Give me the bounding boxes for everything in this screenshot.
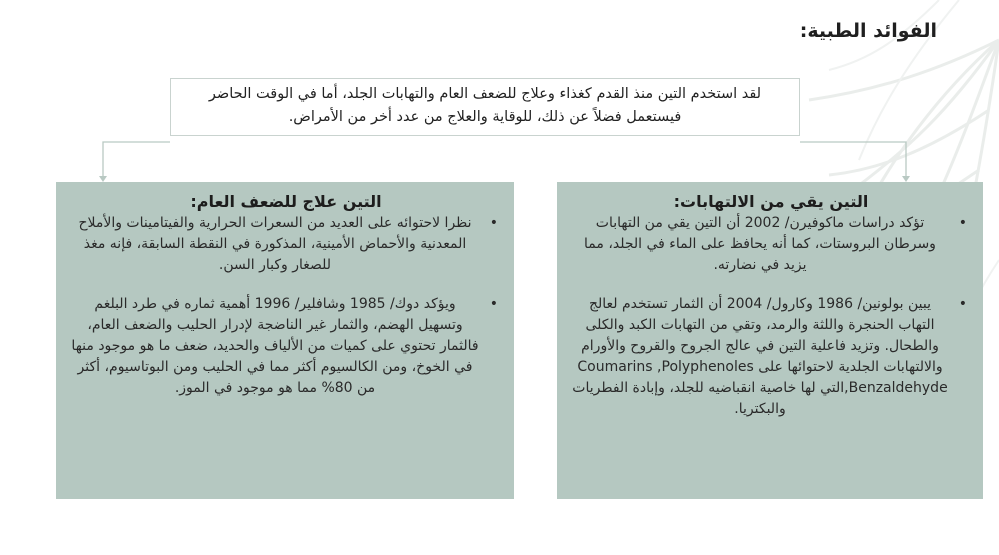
bullet-icon: •: [489, 215, 498, 231]
intro-box: [170, 78, 800, 136]
list-item-text: نظرا لاحتوائه على العديد من السعرات الحرارية والفيتامينات والأملاح المعدنية والأحماض الأمينية، المذكورة في النقطة السابقة، فإنه مغذ للصغار وكبار السن.: [78, 215, 472, 273]
bullet-icon: •: [489, 296, 498, 312]
card-general-weakness-heading: التين علاج للضعف العام:: [190, 192, 382, 211]
intro-text: لقد استخدم التين منذ القدم كغذاء وعلاج للضعف العام والتهابات الجلد، أما في الوقت الحاضر فيستعمل فضلاً عن ذلك، للوقاية والعلاج من عدد أخر من الأمراض.: [208, 86, 762, 125]
connector-left: [103, 142, 170, 180]
card-general-weakness-list: [70, 213, 502, 399]
bullet-icon: •: [958, 215, 967, 231]
card-general-weakness: [56, 182, 514, 499]
list-item: [70, 213, 498, 276]
list-item: [571, 294, 967, 420]
list-item: [571, 213, 967, 276]
card-inflammation: [557, 182, 983, 499]
list-item-text: يبين بولونين/ 1986 وكارول/ 2004 أن الثمار تستخدم لعالج التهاب الحنجرة واللثة والرمد، وتقي من التهابات الكبد والكلى والطحال. وتزيد فاعلية التين في عالج الجروح والقروح والأورام والالتهابات الجلدية لاحتوائها على Coumarins ,Polyphenoles Benzaldehyde,التي لها خاصية انقباضيه للجلد، وإبادة الفطريات والبكتريا.: [572, 296, 948, 417]
bullet-icon: •: [958, 296, 967, 312]
page-title: الفوائد الطبية:: [799, 20, 937, 42]
connector-right: [800, 142, 906, 180]
card-inflammation-list: [571, 213, 971, 420]
card-inflammation-heading: التين يقي من الالتهابات:: [673, 192, 869, 211]
list-item: [70, 294, 498, 399]
list-item-text: ويؤكد دوك/ 1985 وشافلير/ 1996 أهمية ثماره في طرد البلغم وتسهيل الهضم، والثمار غير الناضجة لإدرار الحليب والضعف العام، فالثمار تحتوي على كميات من الألياف والحديد، ضعف ما هو موجود منها في الخوخ، ومن الكالسيوم أكثر مما في الحليب ومن البوتاسيوم، أكثر من 80% مما هو موجود في الموز.: [71, 296, 479, 396]
list-item-text: تؤكد دراسات ماكوفيرن/ 2002 أن التين يقي من التهابات وسرطان البروستات، كما أنه يحافظ على الماء في الجلد، مما يزيد في نضارته.: [584, 215, 936, 273]
